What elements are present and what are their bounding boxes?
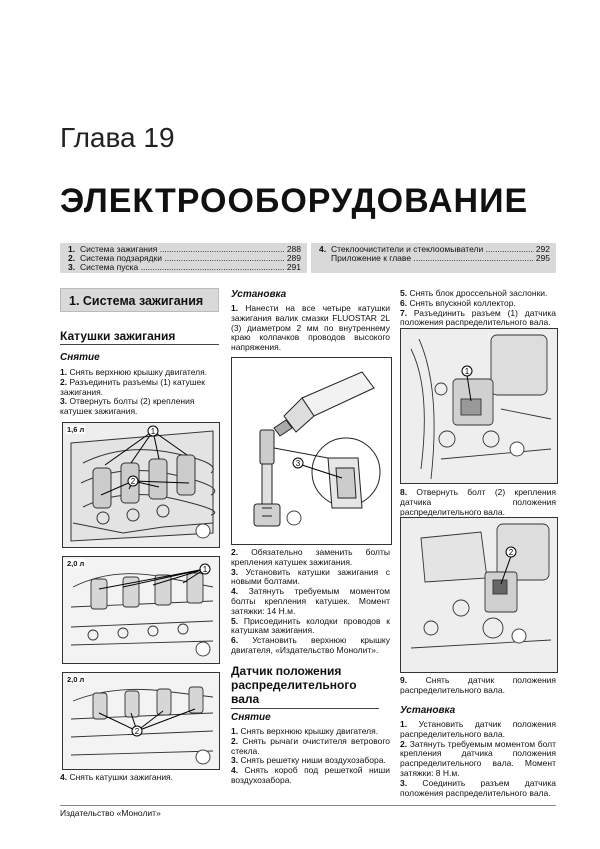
step: 4. Снять катушки зажигания. <box>60 772 174 782</box>
step: 2. Обязательно заменить болты крепления катушек зажигания. <box>231 547 390 567</box>
step: 2. Затянуть требуемым моментом болт крепления датчика положения распределительного вала. Момент затяжки: 8 Н.м. <box>400 738 556 778</box>
toc-item[interactable]: 1. Система зажигания ..... 288 <box>68 244 301 254</box>
step: 3. Отвернуть болты (2) крепления катушек зажигания. <box>60 396 195 417</box>
toc-item[interactable]: 3. Система пуска ..... 291 <box>68 262 301 272</box>
callout-1: 1 <box>464 367 470 376</box>
figure-label: 1,6 л <box>67 425 85 434</box>
callout-2: 2 <box>134 727 140 736</box>
figure-coils-2-0-b <box>62 672 220 770</box>
step: 2. Разъединить разъемы (1) катушек зажигания. <box>60 376 206 397</box>
step: 3. Соединить разъем датчика положения распределительного вала. <box>400 777 556 798</box>
coil-heading: Катушки зажигания <box>60 329 219 345</box>
install-steps <box>231 304 390 353</box>
callout-2: 2 <box>130 477 136 486</box>
removal-heading: Снятие <box>60 352 100 363</box>
removal-heading: Снятие <box>231 712 271 723</box>
install-heading: Установка <box>231 289 287 300</box>
step: 2. Снять рычаги очистителя ветрового стекла. <box>231 735 390 756</box>
toc-item[interactable]: 4. Стеклоочистители и стеклоомыватели ..... 292 <box>319 244 550 254</box>
step: 9. Снять датчик положения распределительного вала. <box>400 675 556 695</box>
section-heading: 1. Система зажигания <box>60 288 219 312</box>
step: 1. Нанести на все четыре катушки зажигания валик смазки FLUOSTAR 2L (3) диаметром 2 мм по внутреннему краю колпачков проводов высокого напряжения. <box>231 303 390 353</box>
step: 4. Затянуть требуемым моментом болты крепления катушек. Момент затяжки: 14 Н.м. <box>231 586 390 616</box>
install-heading: Установка <box>400 705 456 716</box>
step: 6. Установить верхнюю крышку двигателя, «Издательство Монолит». <box>231 635 390 655</box>
chapter-title: ЭЛЕКТРООБОРУДОВАНИЕ <box>60 182 529 220</box>
removal-steps-3 <box>400 289 556 328</box>
publisher-mark-icon <box>512 629 526 643</box>
toc-item[interactable]: Приложение к главе ..... 295 <box>319 253 550 263</box>
callout-1: 1 <box>202 565 208 574</box>
publisher-mark-icon <box>196 642 210 656</box>
callout-2: 2 <box>508 548 514 557</box>
toc-item[interactable]: 2. Система подзарядки ..... 289 <box>68 253 301 263</box>
step: 8. Отвернуть болт (2) крепления датчика положения распределительного вала. <box>400 487 556 517</box>
grease-tube-illustration <box>232 358 391 544</box>
engine-illustration <box>63 673 219 769</box>
publisher-mark-icon <box>196 524 210 538</box>
callout-3: 3 <box>295 459 301 468</box>
engine-illustration <box>63 557 219 663</box>
step: 6. Снять впускной коллектор. <box>400 297 516 308</box>
toc-left <box>60 243 307 273</box>
figure-grease-application <box>231 357 392 545</box>
footer-publisher: Издательство «Монолит» <box>60 805 556 818</box>
step: 1. Снять верхнюю крышку двигателя. <box>60 367 208 377</box>
chapter-number: Глава 19 <box>60 122 175 153</box>
removal-steps <box>60 368 219 417</box>
step: 1. Снять верхнюю крышку двигателя. <box>231 726 379 736</box>
publisher-mark-icon <box>196 750 210 764</box>
figure-coils-2-0-a <box>62 556 220 664</box>
step: 7. Разъединить разъем (1) датчика положения распределительного вала. <box>400 307 556 328</box>
step: 1. Установить датчик положения распределительного вала. <box>400 719 556 739</box>
removal-steps-2 <box>231 727 390 786</box>
install-steps-2 <box>231 548 390 656</box>
step: 4. Снять короб под решеткой ниши воздухозабора. <box>231 765 390 785</box>
figure-sensor-connector <box>400 328 558 484</box>
publisher-mark-icon <box>287 511 301 525</box>
step: 5. Присоединить колодки проводов к катушкам зажигания. <box>231 615 390 636</box>
step: 3. Снять решетку ниши воздухозабора. <box>231 755 386 766</box>
engine-illustration <box>401 518 557 672</box>
figure-label: 2,0 л <box>67 559 85 568</box>
step: 3. Установить катушки зажигания с новыми болтами. <box>231 566 390 587</box>
callout-1: 1 <box>150 427 156 436</box>
figure-coils-1-6 <box>62 422 220 548</box>
engine-illustration <box>63 423 219 547</box>
toc-right <box>311 243 556 273</box>
step: 5. Снять блок дроссельной заслонки. <box>400 288 548 298</box>
engine-illustration <box>401 329 557 483</box>
install-steps-3 <box>400 720 556 798</box>
publisher-mark-icon <box>510 442 524 456</box>
figure-label: 2,0 л <box>67 675 85 684</box>
figure-sensor-bolt <box>400 517 558 673</box>
camshaft-sensor-heading: Датчик положения распределительного вала <box>231 664 379 709</box>
